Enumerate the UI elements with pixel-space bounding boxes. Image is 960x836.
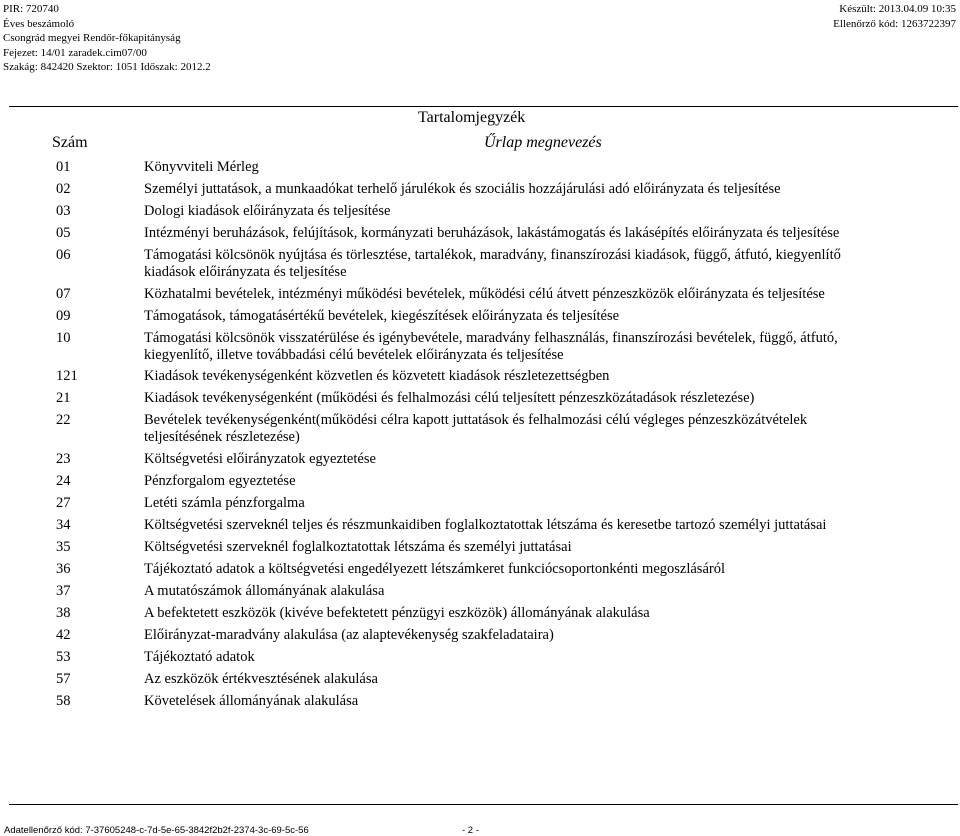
- toc-row-number: 42: [56, 627, 71, 643]
- footer-check-code: Adatellenőrző kód: 7-37605248-c-7d-5e-65-3842f2b2f-2374-3c-69-5c-56: [4, 825, 309, 836]
- chapter-info: Fejezet: 14/01 zaradek.cim07/00: [3, 46, 147, 59]
- toc-row-number: 02: [56, 181, 71, 197]
- toc-row: [0, 286, 960, 303]
- report-type: Éves beszámoló: [3, 17, 75, 30]
- toc-row-name: Tájékoztató adatok: [144, 649, 255, 665]
- page-number: - 2 -: [462, 825, 479, 836]
- toc-row-number: 03: [56, 203, 71, 219]
- toc-row: [0, 368, 960, 385]
- toc-row-name: Tájékoztató adatok a költségvetési engedélyezett létszámkeret funkciócsoportonkénti megoszlásáról: [144, 561, 725, 577]
- toc-row-number: 22: [56, 412, 71, 428]
- header-left: [3, 2, 211, 75]
- toc-row-number: 121: [56, 368, 78, 384]
- toc-row: [0, 671, 960, 688]
- toc-row-number: 53: [56, 649, 71, 665]
- toc-row-number: 23: [56, 451, 71, 467]
- toc-row-number: 35: [56, 539, 71, 555]
- bottom-rule: [9, 804, 958, 805]
- toc-row: [0, 539, 960, 556]
- check-code: Ellenőrző kód: 1263722397: [833, 17, 956, 30]
- top-rule: [9, 106, 958, 107]
- toc-row-name: A mutatószámok állományának alakulása: [144, 583, 385, 599]
- toc-row-number: 38: [56, 605, 71, 621]
- toc-row-name: Bevételek tevékenységenként(működési célra kapott juttatások és felhalmozási célú végleges pénzeszközátvételek teljesítésének részletezése): [144, 412, 808, 445]
- toc-row-name: Követelések állományának alakulása: [144, 693, 359, 709]
- toc-row-number: 05: [56, 225, 71, 241]
- toc-row-number: 09: [56, 308, 71, 324]
- toc-row-name: A befektetett eszközök (kivéve befektetett pénzügyi eszközök) állományának alakulása: [144, 605, 650, 621]
- toc-row-number: 21: [56, 390, 71, 406]
- toc-row-number: 34: [56, 517, 71, 533]
- toc-row: [0, 605, 960, 622]
- toc-row: [0, 649, 960, 666]
- toc-row: [0, 561, 960, 578]
- toc-row-name: Kiadások tevékenységenként közvetlen és közvetett kiadások részletezettségben: [144, 368, 610, 384]
- toc-row: [0, 181, 960, 198]
- toc-row: [0, 412, 960, 446]
- toc-row: [0, 451, 960, 468]
- column-header-number: Szám: [52, 134, 88, 151]
- toc-row-name: Költségvetési szerveknél teljes és részmunkaidiben foglalkoztatottak létszáma és keresetbe tartozó személyi juttatásai: [144, 517, 827, 533]
- toc-row-name: Előirányzat-maradvány alakulása (az alaptevékenység szakfeladataira): [144, 627, 554, 643]
- toc-row-name: Intézményi beruházások, felújítások, kormányzati beruházások, lakástámogatás és lakásépítés előirányzata és teljesítése: [144, 225, 840, 241]
- toc-row-number: 24: [56, 473, 71, 489]
- toc-row-name: Támogatási kölcsönök nyújtása és törlesztése, tartalékok, maradvány, finanszírozási kiadások, függő, átfutó, kiegyenlítő kiadások előirányzata és teljesítése: [144, 247, 841, 280]
- toc-row-name: Dologi kiadások előirányzata és teljesítése: [144, 203, 391, 219]
- column-header-form-name: Űrlap megnevezés: [484, 134, 602, 151]
- sector-period: Szakág: 842420 Szektor: 1051 Időszak: 2012.2: [3, 61, 211, 73]
- toc-row: [0, 693, 960, 710]
- toc-row: [0, 627, 960, 644]
- organization-name: Csongrád megyei Rendőr-főkapitányság: [3, 32, 181, 44]
- toc-row: [0, 159, 960, 176]
- toc-row-name: Könyvviteli Mérleg: [144, 159, 259, 175]
- toc-row-name: Támogatási kölcsönök visszatérülése és igénybevétele, maradvány felhasználás, finanszírozási bevételek, függő, átfutó, kiegyenlítő, illetve továbbadási célú bevételek előirányzata és teljesítése: [144, 330, 838, 363]
- toc-row: [0, 473, 960, 490]
- toc-row: [0, 495, 960, 512]
- toc-row: [0, 308, 960, 325]
- toc-row: [0, 583, 960, 600]
- toc-row-number: 10: [56, 330, 71, 346]
- toc-row-name: Kiadások tevékenységenként (működési és felhalmozási célú teljesített pénzeszközátadások részletezése): [144, 390, 755, 406]
- toc-row: [0, 247, 960, 281]
- toc-row-name: Az eszközök értékvesztésének alakulása: [144, 671, 378, 687]
- toc-row-number: 01: [56, 159, 71, 175]
- header-right: [833, 2, 956, 31]
- toc-row-name: Személyi juttatások, a munkaadókat terhelő járulékok és szociális hozzájárulási adó előirányzata és teljesítése: [144, 181, 781, 197]
- toc-row: [0, 203, 960, 220]
- toc-row-name: Letéti számla pénzforgalma: [144, 495, 305, 511]
- toc-row-name: Pénzforgalom egyeztetése: [144, 473, 296, 489]
- toc-title: Tartalomjegyzék: [418, 109, 526, 126]
- pir-number: PIR: 720740: [3, 3, 59, 15]
- toc-row-name: Költségvetési szerveknél foglalkoztatottak létszáma és személyi juttatásai: [144, 539, 572, 555]
- toc-list: [0, 155, 960, 710]
- toc-row-name: Közhatalmi bevételek, intézményi működési bevételek, működési célú átvett pénzeszközök előirányzata és teljesítése: [144, 286, 825, 302]
- toc-row-number: 57: [56, 671, 71, 687]
- toc-row-number: 06: [56, 247, 71, 263]
- toc-row: [0, 517, 960, 534]
- toc-row-name: Költségvetési előirányzatok egyeztetése: [144, 451, 376, 467]
- toc-row-number: 27: [56, 495, 71, 511]
- toc-row: [0, 330, 960, 364]
- toc-row-number: 36: [56, 561, 71, 577]
- toc-row: [0, 390, 960, 407]
- toc-row-name: Támogatások, támogatásértékű bevételek, kiegészítések előirányzata és teljesítése: [144, 308, 620, 324]
- toc-row-number: 58: [56, 693, 71, 709]
- toc-row: [0, 225, 960, 242]
- toc-row-number: 07: [56, 286, 71, 302]
- created-timestamp: Készült: 2013.04.09 10:35: [839, 3, 956, 15]
- toc-row-number: 37: [56, 583, 71, 599]
